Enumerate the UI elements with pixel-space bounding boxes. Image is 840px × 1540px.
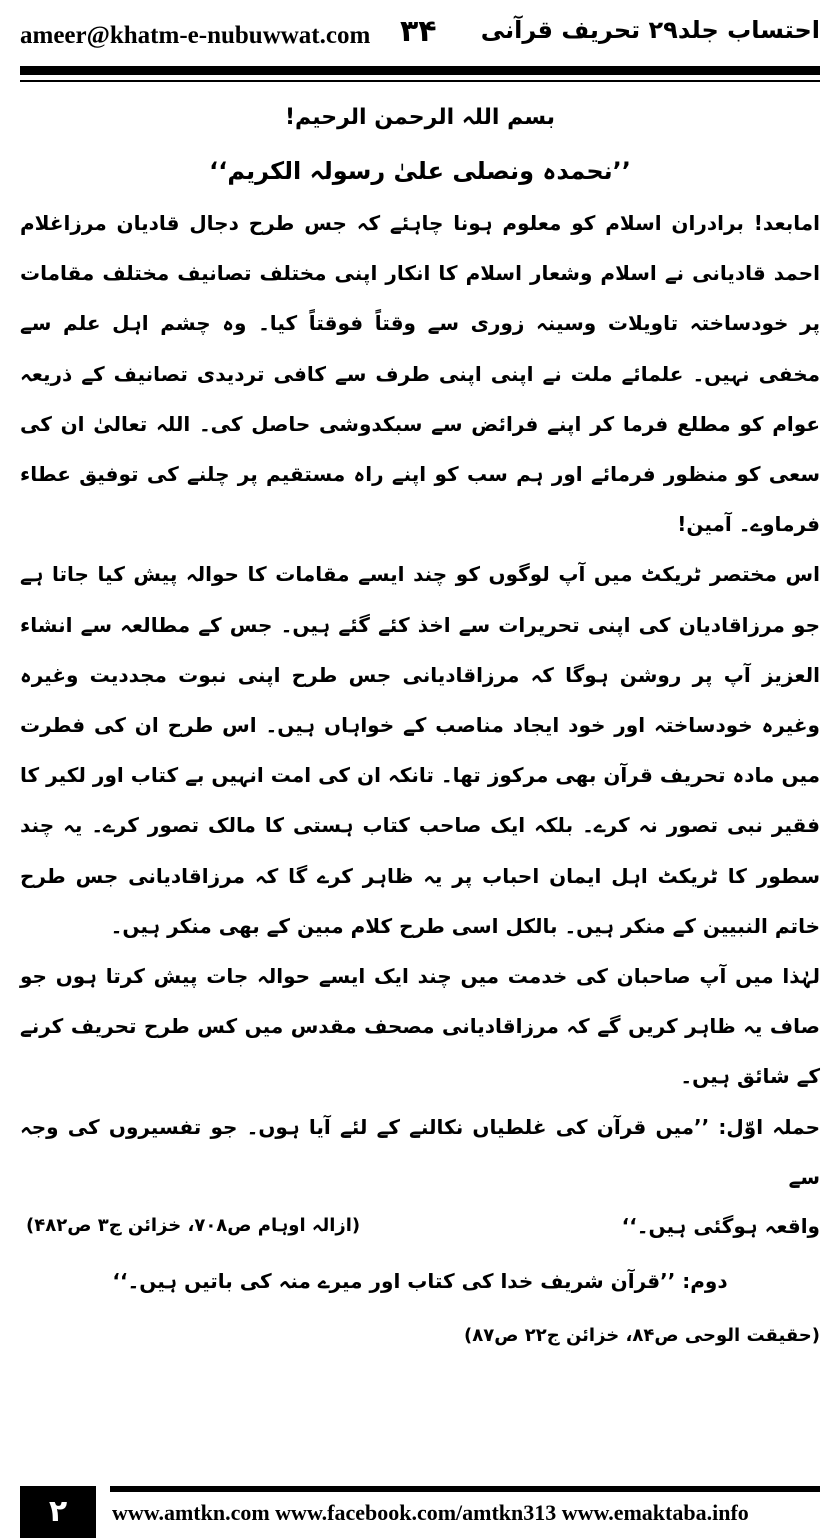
first-attack-reference: (ازالہ اوہام ص۷۰۸، خزائن ج۳ ص۴۸۲) (26, 1215, 361, 1237)
header-page-number: ۳۴ (400, 14, 437, 49)
page-header (0, 0, 840, 68)
first-attack-closing-row (20, 1202, 820, 1250)
paragraph-references-intro: لہٰذا میں آپ صاحبان کی خدمت میں چند ایک ایسے حوالہ جات پیش کرتا ہوں جو صاف یہ ظاہر کریں گے کہ مرزاقادیانی مصحف مقدس میں کس طرح تحریف کرنے کے شائق ہیں۔ (20, 964, 820, 1089)
page-footer (20, 1486, 820, 1538)
paragraph-introduction: امابعد! برادران اسلام کو معلوم ہونا چاہئے کہ جس طرح دجال قادیان مرزاغلام احمد قادیانی نے اسلام وشعار اسلام کا انکار اپنی مختلف تصانیف مختلف مقامات پر خودساختہ تاویلات وسینہ زوری سے وقتاً فوقتاً کیا۔ وہ چشم اہل علم سے مخفی نہیں۔ علمائے ملت نے اپنی اپنی طرف سے کافی تردیدی تصانیف کے ذریعہ عوام کو مطلع فرما کر اپنے فرائض سے سبکدوشی حاصل کی۔ اللہ تعالیٰ ان کی سعی کو منظور فرمائے اور ہم سب کو اپنے راہ مستقیم پر چلنے کی توفیق عطاء فرماوے۔ آمین! (20, 211, 820, 537)
footer-page-box: ۲ (20, 1486, 96, 1538)
bismillah-line: بسم اللہ الرحمن الرحیم! (284, 105, 556, 130)
header-rule-thin (20, 80, 820, 82)
header-email: ameer@khatm-e-nubuwwat.com (20, 22, 371, 49)
first-attack-continuation: واقعہ ہوگئی ہیں۔‘‘ (621, 1214, 820, 1239)
page-body (20, 92, 820, 1360)
header-rule-thick (20, 66, 820, 75)
second-quote: دوم: ’’قرآن شریف خدا کی کتاب اور میرے منہ کی باتیں ہیں۔‘‘ (112, 1269, 728, 1294)
body-text (20, 198, 820, 1202)
hamd-heading: ’’نحمدہ ونصلی علیٰ رسولہ الکریم‘‘ (209, 157, 631, 185)
header-title: احتساب جلد۲۹ تحریف قرآنی (480, 16, 820, 44)
first-attack-quote: حملہ اوّل: ’’میں قرآن کی غلطیاں نکالنے کے لئے آیا ہوں۔ جو تفسیروں کی وجہ سے (20, 1114, 820, 1189)
paragraph-tract-purpose: اس مختصر ٹریکٹ میں آپ لوگوں کو چند ایسے مقامات کا حوالہ پیش کیا جاتا ہے جو مرزاقادیان کی اپنی تحریرات سے اخذ کئے گئے ہیں۔ جس کے مطالعہ سے انشاء العزیز آپ پر روشن ہوگا کہ مرزاقادیانی جس طرح اپنی نبوت مجددیت وغیرہ وغیرہ خودساختہ اور خود ایجاد مناصب کے خواہاں ہیں۔ اس طرح ان کی فطرت میں مادہ تحریف قرآن بھی مرکوز تھا۔ تانکہ ان کی امت انہیں بے کتاب اور لکیر کا فقیر نبی تصور نہ کرے۔ بلکہ ایک صاحب کتاب ہستی کا مالک تصور کرے۔ یہ چند سطور کا ٹریکٹ اہل ایمان احباب پر یہ ظاہر کرے گا کہ مرزاقادیانی جس طرح خاتم النبیین کے منکر ہیں۔ بالکل اسی طرح کلام مبین کے بھی منکر ہیں۔ (20, 562, 820, 938)
footer-urls: www.amtkn.com www.facebook.com/amtkn313 www.emaktaba.info (112, 1500, 749, 1525)
footer-rule (110, 1486, 820, 1492)
second-reference: (حقیقت الوحی ص۸۴، خزائن ج۲۲ ص۸۷) (464, 1325, 820, 1347)
